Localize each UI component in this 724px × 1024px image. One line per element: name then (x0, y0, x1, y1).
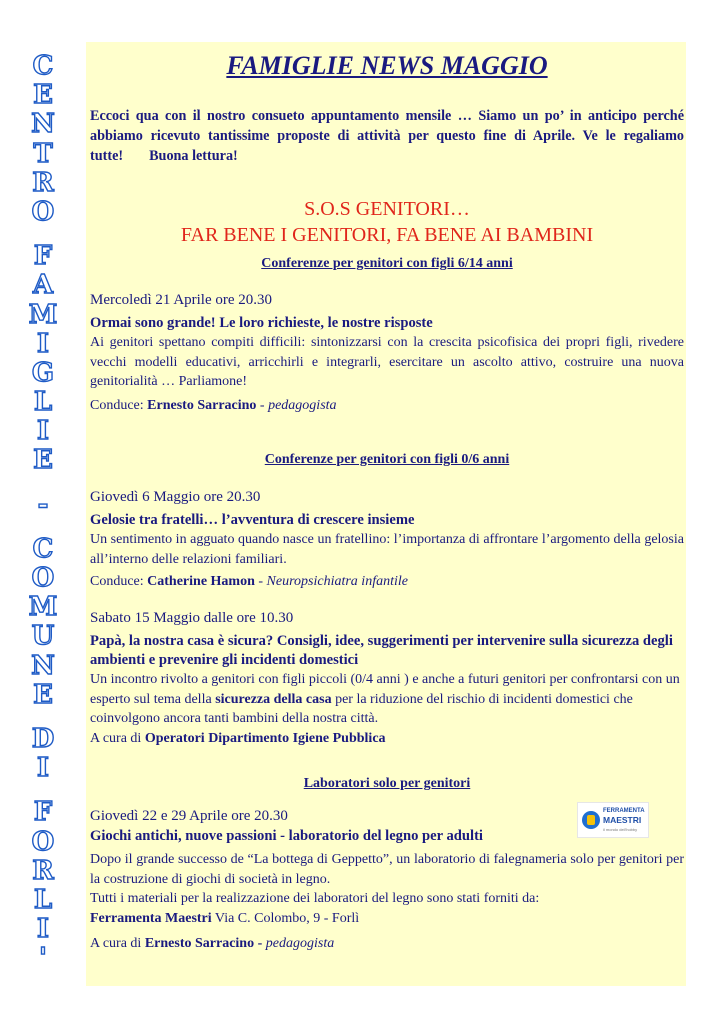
vertical-side-title (20, 52, 66, 973)
sidebar-letter: C (32, 51, 54, 81)
intro-tail: Buona lettura! (149, 148, 238, 164)
conductor-name: Catherine Hamon (147, 574, 255, 589)
event-description: Un sentimento in agguato quando nasce un fratellino: l’importanza di affrontare l’argomento della gelosia all’interno delle relazioni familiari. (90, 532, 684, 567)
event-date: Giovedì 22 e 29 Aprile ore 20.30 (90, 808, 288, 824)
logo-line-1: FERRAMENTA (603, 807, 645, 814)
sidebar-letter: E (33, 80, 53, 111)
event-description (90, 670, 684, 729)
sos-line-2: FAR BENE I GENITORI, FA BENE AI BAMBINI (180, 224, 594, 246)
event-conductor (90, 396, 684, 415)
sidebar-letter: ' (39, 943, 47, 974)
event-title: Papà, la nostra casa è sicura? Consigli, idee, suggerimenti per intervenire sulla sicurezza degli ambienti e prevenire gli incidenti domestici (90, 633, 673, 668)
sidebar-letter: D (31, 723, 55, 754)
sidebar-letter: L (33, 884, 53, 915)
sidebar-letter: N (31, 109, 55, 140)
section-heading-laboratori: Laboratori solo per genitori (303, 776, 471, 791)
event-ormai-sono-grande (90, 292, 684, 415)
newsletter-panel (86, 42, 686, 986)
organizer-separator: - (254, 935, 266, 951)
section-heading-0-6: Conferenze per genitori con figli 0/6 anni (264, 452, 510, 467)
sidebar-letter: - (37, 489, 49, 520)
event-organizer (90, 729, 684, 748)
event-casa-sicura (90, 610, 684, 748)
sidebar-letter: O (31, 563, 55, 593)
description-part-b: per la riduzione del rischio di incidenti domestici che coinvolgono ancora tanti bambini della nostra città. (90, 691, 633, 726)
description-bold: sicurezza della casa (215, 691, 332, 707)
event-materials: Tutti i materiali per la realizzazione dei laboratori del legno sono stati forniti da: (90, 891, 540, 906)
section-heading-6-14: Conferenze per genitori con figli 6/14 anni (261, 256, 513, 271)
sidebar-letter: A (32, 270, 54, 301)
event-description: Ai genitori spettano compiti difficili: sintonizzarsi con la crescita psicofisica dei propri figli, rivedere vecchi modelli educativi, arricchirli e integrarli, esercitare un ascolto attivo, costruire una nuova genitorialità … Parliamone! (90, 335, 684, 389)
sponsor-address: Via C. Colombo, 9 - Forlì (211, 910, 360, 926)
sidebar-letter: O (31, 826, 55, 857)
event-title: Giochi antichi, nuove passioni - laboratorio del legno per adulti (90, 828, 483, 844)
intro-text: Eccoci qua con il nostro consueto appuntamento mensile … Siamo un po’ in anticipo perché abbiamo ricevuto tantissime proposte di attività per questo fine di Aprile. Ve le regaliamo tutte! (90, 108, 684, 164)
sidebar-letter: R (32, 855, 54, 886)
sidebar-letter: N (31, 650, 55, 681)
event-organizer (90, 934, 684, 953)
event-date: Giovedì 6 Maggio ore 20.30 (90, 489, 261, 505)
sidebar-letter: T (33, 138, 53, 169)
conductor-role: Neuropsichiatra infantile (266, 574, 408, 589)
conductor-separator: - (256, 397, 269, 413)
event-gelosie (90, 489, 684, 591)
sidebar-letter: U (31, 621, 55, 652)
event-laboratorio-legno (90, 808, 684, 953)
logo-line-2: MAESTRI (603, 814, 642, 825)
organizer-label: A cura di (90, 730, 145, 746)
sponsor-name: Ferramenta Maestri (90, 910, 212, 926)
description-part-a: Un incontro rivolto a genitori con figli piccoli (0/4 anni ) e anche a futuri genitori per confrontarsi con un esperto sul tema della (90, 672, 680, 707)
sidebar-letter: I (36, 416, 50, 447)
page-title: FAMIGLIE NEWS MAGGIO (226, 51, 548, 80)
sidebar-letter: R (32, 167, 54, 198)
organizer-name: Ernesto Sarracino (144, 935, 255, 951)
event-date: Sabato 15 Maggio dalle ore 10.30 (90, 610, 294, 626)
sidebar-letter: I (36, 328, 50, 359)
conductor-role: pedagogista (268, 397, 337, 413)
event-title: Gelosie tra fratelli… l’avventura di crescere insieme (90, 512, 415, 528)
sos-heading (90, 196, 684, 248)
logo-line-3: il mondo dell'hobby (603, 826, 638, 832)
sidebar-letter: G (31, 357, 55, 388)
conductor-separator: - (254, 574, 267, 589)
organizer-role: pedagogista (265, 935, 335, 951)
conductor-label: Conduce: (90, 397, 148, 413)
sidebar-letter: F (33, 241, 53, 272)
sidebar-letter: M (28, 592, 58, 623)
conductor-label: Conduce: (90, 574, 148, 589)
sos-line-1: S.O.S GENITORI… (304, 198, 470, 220)
sidebar-letter: I (36, 914, 50, 945)
sidebar-letter: E (33, 445, 53, 476)
sidebar-letter: I (36, 753, 50, 784)
event-date: Mercoledì 21 Aprile ore 20.30 (90, 292, 273, 308)
event-description: Dopo il grande successo de “La bottega di Geppetto”, un laboratorio di falegnameria solo per genitori per la costruzione di giochi di società in legno. (90, 852, 684, 887)
sidebar-letter: M (28, 299, 58, 330)
conductor-name: Ernesto Sarracino (147, 397, 257, 413)
event-title: Ormai sono grande! Le loro richieste, le nostre risposte (90, 315, 433, 331)
sidebar-letter: E (33, 679, 53, 710)
sidebar-letter: C (32, 533, 54, 564)
event-conductor (90, 572, 684, 591)
intro-paragraph (90, 106, 684, 166)
event-sponsor (90, 909, 684, 928)
organizer-label: A cura di (90, 935, 145, 951)
sidebar-letter: O (31, 196, 55, 227)
sidebar-letter: F (33, 797, 53, 828)
sidebar-letter: L (33, 387, 53, 418)
organizer-name: Operatori Dipartimento Igiene Pubblica (144, 730, 386, 746)
